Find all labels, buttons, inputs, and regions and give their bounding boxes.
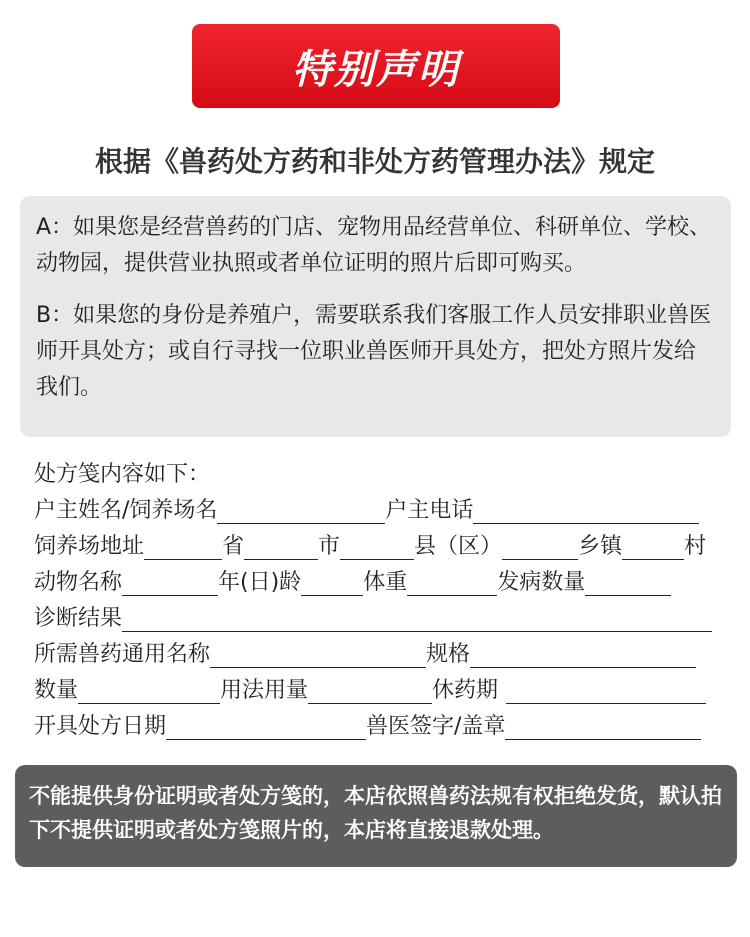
prescribe-date-label: 开具处方日期 (34, 714, 167, 739)
drug-name-blank (210, 643, 426, 668)
animal-name-label: 动物名称 (34, 570, 123, 595)
form-heading-row (34, 457, 724, 493)
title-banner (192, 24, 560, 108)
refund-notice-box (15, 765, 737, 867)
form-row-signature (34, 709, 724, 745)
farm-address-label: 饲养场地址 (34, 534, 145, 559)
sick-count-label: 发病数量 (497, 570, 586, 595)
weight-blank (407, 571, 497, 596)
spec-blank (470, 643, 696, 668)
drug-name-label: 所需兽药通用名称 (34, 642, 211, 667)
province-label: 省 (222, 534, 245, 559)
village-blank (622, 535, 684, 560)
regulation-subtitle: 根据《兽药处方药和非处方药管理办法》规定 (94, 145, 655, 178)
form-row-address (34, 529, 724, 565)
quantity-blank (78, 679, 220, 704)
owner-phone-label: 户主电话 (385, 498, 474, 523)
county-label: 县（区） (414, 534, 503, 559)
weight-label: 体重 (363, 570, 408, 595)
owner-name-blank (217, 499, 385, 524)
prescription-form (34, 457, 724, 745)
info-paragraph-b: B：如果您的身份是养殖户，需要联系我们客服工作人员安排职业兽医师开具处方；或自行寻找一位职业兽医师开具处方，把处方照片发给我们。 (36, 303, 712, 400)
dosage-label: 用法用量 (220, 678, 309, 703)
animal-name-blank (122, 571, 218, 596)
vet-signature-label: 兽医签字/盖章 (366, 714, 506, 739)
town-label: 乡镇 (578, 534, 623, 559)
quantity-label: 数量 (34, 678, 79, 703)
form-row-animal (34, 565, 724, 601)
prescribe-date-blank (166, 715, 366, 740)
village-label: 村 (684, 534, 707, 559)
form-row-drug (34, 637, 724, 673)
withdrawal-blank (506, 679, 706, 704)
owner-name-label: 户主姓名/饲养场名 (34, 498, 218, 523)
sick-count-blank (585, 571, 671, 596)
county-blank (340, 535, 414, 560)
form-row-dosage (34, 673, 724, 709)
owner-phone-blank (473, 499, 699, 524)
province-blank (144, 535, 222, 560)
refund-notice-text: 不能提供身份证明或者处方笺的，本店依照兽药法规有权拒绝发货，默认拍下不提供证明或者处方笺照片的，本店将直接退款处理。 (29, 784, 722, 842)
city-label: 市 (318, 534, 341, 559)
city-blank (244, 535, 318, 560)
info-paragraph-a: A：如果您是经营兽药的门店、宠物用品经营单位、科研单位、学校、动物园，提供营业执照或者单位证明的照片后即可购买。 (36, 215, 712, 276)
form-heading: 处方笺内容如下： (34, 462, 211, 487)
banner-title: 特别声明 (292, 46, 460, 93)
town-blank (502, 535, 578, 560)
form-row-owner (34, 493, 724, 529)
diagnosis-blank (122, 607, 712, 632)
purchase-info-box (20, 196, 731, 437)
withdrawal-label: 休药期 (432, 678, 499, 703)
vet-signature-blank (505, 715, 701, 740)
spec-label: 规格 (426, 642, 471, 667)
dosage-blank (308, 679, 432, 704)
form-row-diagnosis (34, 601, 724, 637)
age-blank (301, 571, 363, 596)
diagnosis-label: 诊断结果 (34, 606, 123, 631)
age-label: 年(日)龄 (218, 570, 302, 595)
